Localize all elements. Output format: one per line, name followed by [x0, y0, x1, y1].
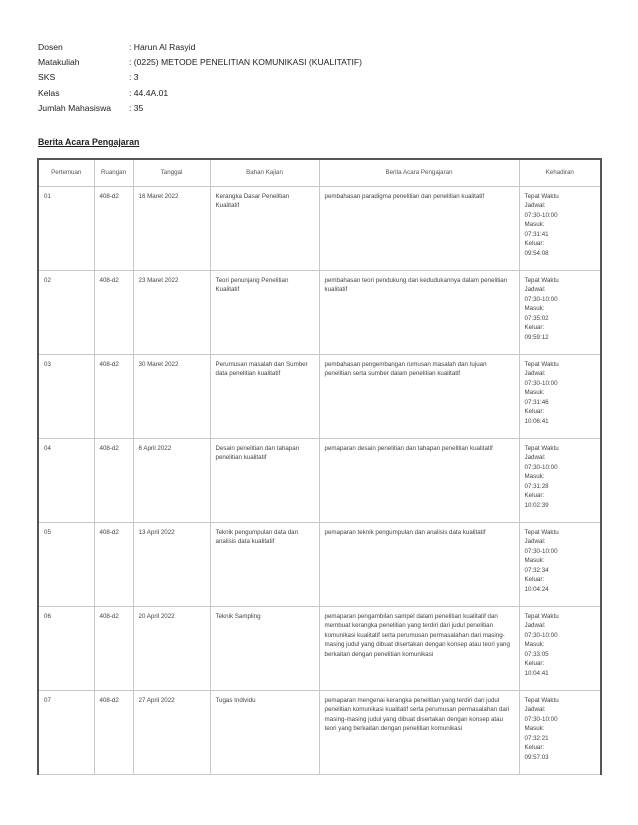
jadwal-value: 07:30-10:00 [524, 715, 558, 723]
col-header-tanggal: Tanggal [133, 159, 210, 186]
attendance-status: Tepat Waktu [524, 612, 559, 620]
masuk-label: Masuk: [524, 641, 545, 649]
keluar-value: 09:59:12 [524, 334, 549, 342]
cell-bahan-kajian: Teknik Sampling [210, 606, 319, 690]
cell-berita-acara: pemaparan pengambilan sampel dalam penelitian kualitatif dan membuat kerangka penelitian yang terdiri dari judul penelitian komunikasi kualitatif serta perumusan permasalahan dari masing-masing judul yang dibuat disertakan dengan konsep atau teori yang berkaitan dengan penelitian komunikasi [319, 606, 519, 690]
table-header-row [38, 159, 601, 186]
kelas-label: Kelas [38, 87, 60, 98]
cell-tanggal: 20 April 2022 [133, 606, 210, 690]
cell-tanggal: 27 April 2022 [133, 690, 210, 774]
cell-ruangan: 408-d2 [94, 438, 133, 522]
masuk-label: Masuk: [524, 557, 545, 565]
masuk-label: Masuk: [524, 305, 545, 313]
masuk-value: 07:31:46 [524, 398, 549, 406]
jumlah-value: : 35 [129, 102, 144, 113]
jadwal-label: Jadwal: [524, 622, 546, 630]
cell-tanggal: 23 Maret 2022 [133, 270, 210, 354]
col-header-bahan-kajian: Bahan Kajian [210, 159, 319, 186]
masuk-label: Masuk: [524, 389, 545, 397]
jadwal-value: 07:30-10:00 [524, 379, 558, 387]
cell-berita-acara: pembahasan paradigma penelitian dan penelitian kualitatif [319, 186, 519, 270]
cell-pertemuan: 01 [38, 186, 94, 270]
cell-bahan-kajian: Kerangka Dasar Penelitian Kualitatif [210, 186, 319, 270]
cell-berita-acara: pembahasan teori pendukung dan kedudukannya dalam penelitian kualitatif [319, 270, 519, 354]
masuk-value: 07:31:28 [524, 482, 549, 490]
jadwal-value: 07:30-10:00 [524, 547, 558, 555]
cell-ruangan: 408-d2 [94, 690, 133, 774]
cell-berita-acara: pemaparan desain penelitian dan tahapan penelitian kualitatif [319, 438, 519, 522]
keluar-label: Keluar: [524, 408, 545, 416]
table-row [38, 690, 601, 774]
info-row-dosen [38, 40, 362, 55]
cell-ruangan: 408-d2 [94, 354, 133, 438]
masuk-value: 07:32:21 [524, 734, 549, 742]
info-row-matakuliah [38, 55, 362, 70]
dosen-label: Dosen [38, 42, 63, 52]
cell-berita-acara: pemaparan mengenai kerangka penelitian yang terdiri dari judul penelitian komunikasi kualitatif serta perumusan permasalahan dari masing-masing judul yang dibuat disertakan dengan konsep atau teori yang berkaitan dengan penelitian komunikasi [319, 690, 519, 774]
jadwal-label: Jadwal: [524, 706, 546, 714]
cell-kehadiran [519, 354, 601, 438]
cell-berita-acara: pembahasan pengembangan rumusan masalah dan tujuan penelitian serta sumber dalam penelitian kualitatif [319, 354, 519, 438]
dosen-value: : Harun Al Rasyid [129, 42, 196, 52]
cell-bahan-kajian: Tugas Individu [210, 690, 319, 774]
jadwal-value: 07:30-10:00 [524, 631, 558, 639]
masuk-label: Masuk: [524, 725, 545, 733]
masuk-value: 07:33:05 [524, 650, 549, 658]
matakuliah-value: : (0225) METODE PENELITIAN KOMUNIKASI (KUALITATIF) [129, 57, 363, 68]
cell-bahan-kajian: Perumusan masalah dan Sumber data penelitian kualitatif [210, 354, 319, 438]
table-row [38, 186, 601, 270]
cell-pertemuan: 04 [38, 438, 94, 522]
cell-pertemuan: 07 [38, 690, 94, 774]
cell-kehadiran [519, 690, 601, 774]
masuk-value: 07:31:41 [524, 230, 549, 238]
cell-bahan-kajian: Teori penunjang Penelitian Kualitatif [210, 270, 319, 354]
masuk-value: 07:32:34 [524, 566, 549, 574]
keluar-value: 10:04:24 [524, 586, 549, 594]
berita-acara-table [37, 158, 602, 775]
course-info [38, 40, 362, 116]
keluar-value: 10:04:41 [524, 670, 549, 678]
jadwal-label: Jadwal: [524, 538, 546, 546]
cell-ruangan: 408-d2 [94, 270, 133, 354]
jadwal-label: Jadwal: [524, 370, 546, 378]
cell-tanggal: 30 Maret 2022 [133, 354, 210, 438]
keluar-label: Keluar: [524, 660, 545, 668]
cell-kehadiran [519, 606, 601, 690]
attendance-status: Tepat Waktu [524, 696, 559, 704]
keluar-label: Keluar: [524, 240, 545, 248]
jumlah-label: Jumlah Mahasiswa [38, 102, 112, 113]
cell-ruangan: 408-d2 [94, 522, 133, 606]
cell-bahan-kajian: Teknik pengumpulan data dan analisis data kualitatif [210, 522, 319, 606]
cell-kehadiran [519, 270, 601, 354]
col-header-kehadiran: Kehadiran [519, 159, 601, 186]
cell-tanggal: 16 Maret 2022 [133, 186, 210, 270]
keluar-value: 10:02:39 [524, 502, 549, 510]
info-row-sks [38, 70, 362, 85]
info-row-kelas [38, 86, 362, 101]
cell-pertemuan: 06 [38, 606, 94, 690]
keluar-value: 09:54:08 [524, 250, 549, 258]
masuk-value: 07:35:02 [524, 314, 549, 322]
col-header-pertemuan: Pertemuan [38, 159, 94, 186]
attendance-status: Tepat Waktu [524, 276, 559, 284]
cell-tanggal: 13 April 2022 [133, 522, 210, 606]
jadwal-label: Jadwal: [524, 286, 546, 294]
cell-pertemuan: 03 [38, 354, 94, 438]
jadwal-value: 07:30-10:00 [524, 463, 558, 471]
masuk-label: Masuk: [524, 473, 545, 481]
attendance-status: Tepat Waktu [524, 192, 559, 200]
table-row [38, 606, 601, 690]
cell-tanggal: 6 April 2022 [133, 438, 210, 522]
keluar-value: 09:57:03 [524, 754, 549, 762]
cell-pertemuan: 02 [38, 270, 94, 354]
table-row [38, 438, 601, 522]
keluar-label: Keluar: [524, 324, 545, 332]
jadwal-value: 07:30-10:00 [524, 295, 558, 303]
attendance-status: Tepat Waktu [524, 528, 559, 536]
info-row-jumlah [38, 101, 362, 116]
section-title: Berita Acara Pengajaran [38, 137, 140, 147]
attendance-status: Tepat Waktu [524, 444, 559, 452]
cell-kehadiran [519, 186, 601, 270]
sks-label: SKS [38, 72, 56, 83]
col-header-berita-acara: Berita Acara Pengajaran [319, 159, 519, 186]
table-row [38, 270, 601, 354]
matakuliah-label: Matakuliah [38, 57, 80, 68]
cell-pertemuan: 05 [38, 522, 94, 606]
cell-kehadiran [519, 438, 601, 522]
keluar-label: Keluar: [524, 492, 545, 500]
cell-ruangan: 408-d2 [94, 186, 133, 270]
jadwal-label: Jadwal: [524, 454, 546, 462]
keluar-label: Keluar: [524, 576, 545, 584]
jadwal-label: Jadwal: [524, 202, 546, 210]
cell-berita-acara: pemaparan teknik pengumpulan dan analisis data kualitatif [319, 522, 519, 606]
sks-value: : 3 [129, 72, 139, 83]
masuk-label: Masuk: [524, 221, 545, 229]
keluar-label: Keluar: [524, 744, 545, 752]
attendance-status: Tepat Waktu [524, 360, 559, 368]
cell-ruangan: 408-d2 [94, 606, 133, 690]
table-row [38, 522, 601, 606]
keluar-value: 10:06:41 [524, 418, 549, 426]
kelas-value: : 44.4A.01 [129, 87, 169, 98]
cell-bahan-kajian: Desain penelitian dan tahapan penelitian kualitatif [210, 438, 319, 522]
table-row [38, 354, 601, 438]
jadwal-value: 07:30-10:00 [524, 211, 558, 219]
col-header-ruangan: Ruangan [94, 159, 133, 186]
cell-kehadiran [519, 522, 601, 606]
